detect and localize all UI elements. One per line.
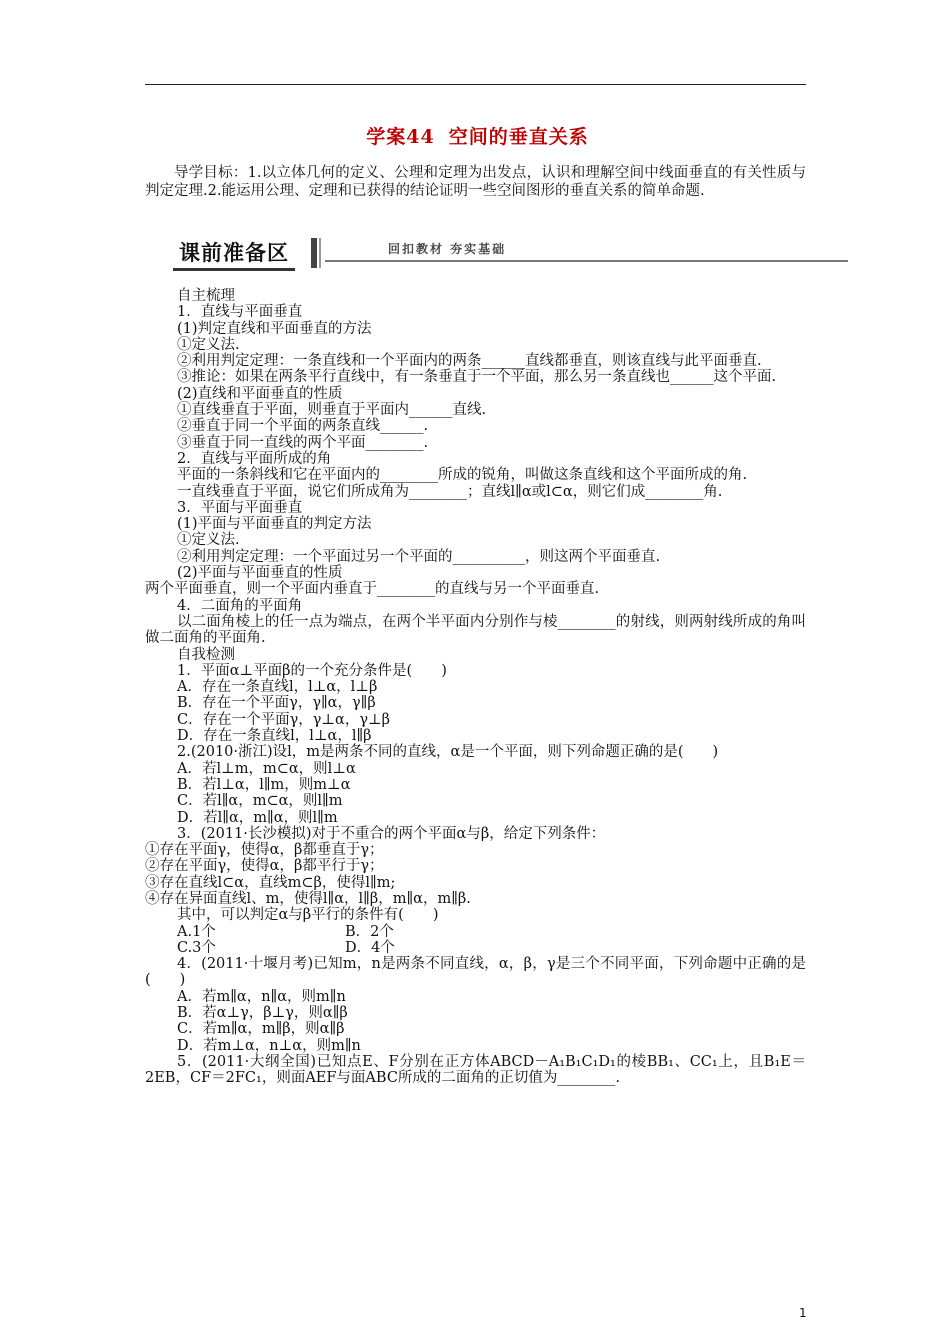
condition: ②存在平面γ，使得α，β都平行于γ； [145, 858, 384, 875]
option: C.3个 [177, 939, 216, 956]
subsection-heading: (2)平面与平面垂直的性质 [177, 565, 343, 582]
page-number: 1 [799, 1306, 807, 1320]
option: C．若l∥α，m⊂α，则l∥m [177, 793, 343, 810]
title-text: 空间的垂直关系 [448, 126, 589, 148]
option: B．存在一个平面γ，γ∥α，γ∥β [177, 695, 376, 712]
option: B．若α⊥γ，β⊥γ，则α∥β [177, 1005, 348, 1022]
section-heading: 3．平面与平面垂直 [177, 499, 303, 516]
text-paragraph: 平面的一条斜线和它在平面内的________所成的锐角，叫做这条直线和这个平面所成的角. [177, 467, 748, 484]
text-line: ①定义法. [177, 336, 240, 353]
text-paragraph: 一直线垂直于平面，说它们所成角为________；直线l∥α或l⊂α，则它们成________角. [177, 483, 723, 500]
option: A．若l⊥m，m⊂α，则l⊥α [177, 760, 356, 777]
text-paragraph: 以二面角棱上的任一点为端点，在两个半平面内分别作与棱________的射线，则两射线所成的角叫做二面角的平面角. [145, 613, 806, 647]
option: D．存在一条直线l，l⊥α，l∥β [177, 728, 372, 745]
question: 4．(2011·十堰月考)已知m，n是两条不同直线，α，β，γ是三个不同平面，下列命题中正确的是( ) [145, 956, 806, 989]
heading-self-check: 自我检测 [177, 646, 235, 663]
page-title [145, 122, 806, 149]
option-row [145, 924, 806, 940]
banner-bar [311, 238, 317, 268]
text-line: ②利用判定定理：一个平面过另一个平面的__________，则这两个平面垂直. [177, 548, 661, 565]
document-body [145, 288, 806, 1087]
section-banner-tag: 课前准备区 [173, 236, 295, 271]
option: A．存在一条直线l，l⊥α，l⊥β [177, 679, 378, 696]
heading-self-review: 自主梳理 [177, 288, 235, 304]
text-line: ②垂直于同一个平面的两条直线______. [177, 418, 429, 435]
text-paragraph: ②利用判定定理：一条直线和一个平面内的两条______直线都垂直，则该直线与此平面垂直. [177, 353, 762, 370]
option: B．若l⊥α，l∥m，则m⊥α [177, 776, 351, 793]
option: C．存在一个平面γ，γ⊥α，γ⊥β [177, 711, 391, 728]
question: 2.(2010·浙江)设l，m是两条不同的直线，α是一个平面，则下列命题正确的是( ) [177, 744, 719, 761]
section-heading: 4．二面角的平面角 [177, 597, 303, 614]
section-heading: 2．直线与平面所成的角 [177, 450, 332, 467]
learning-objectives: 导学目标：1.以立体几何的定义、公理和定理为出发点，认识和理解空间中线面垂直的有关性质与判定定理.2.能运用公理、定理和已获得的结论证明一些空间图形的垂直关系的简单命题. [145, 165, 806, 199]
text-line: 两个平面垂直，则一个平面内垂直于________的直线与另一个平面垂直. [145, 581, 600, 598]
banner-line [325, 260, 848, 262]
text-line: ①直线垂直于平面，则垂直于平面内______直线. [177, 402, 487, 419]
text-paragraph: ③推论：如果在两条平行直线中，有一条垂直于一个平面，那么另一条直线也______这个平面. [177, 369, 777, 386]
text-line: 其中，可以判定α与β平行的条件有( ) [177, 907, 439, 924]
option: D．若l∥α，m∥α，则l∥m [177, 809, 338, 826]
question: 3．(2011·长沙模拟)对于不重合的两个平面α与β，给定下列条件： [177, 825, 606, 842]
section-banner-subtitle: 回扣教材 夯实基础 [388, 242, 507, 256]
option: D．若m⊥α，n⊥α，则m∥n [177, 1037, 361, 1054]
question: 1．平面α⊥平面β的一个充分条件是( ) [177, 662, 447, 679]
text-line: ①定义法. [177, 532, 240, 549]
option: A.1个 [177, 923, 216, 940]
condition: ④存在异面直线l、m，使得l∥α，l∥β，m∥α，m∥β. [145, 890, 471, 907]
section-heading: 1．直线与平面垂直 [177, 304, 303, 321]
banner-bar-thin [319, 238, 321, 268]
text-line: ③垂直于同一直线的两个平面________. [177, 434, 429, 451]
option: C．若m∥α，m∥β，则α∥β [177, 1021, 345, 1038]
subsection-heading: (2)直线和平面垂直的性质 [177, 385, 343, 402]
subsection-heading: (1)判定直线和平面垂直的方法 [177, 320, 372, 337]
subsection-heading: (1)平面与平面垂直的判定方法 [177, 516, 372, 533]
option-row [145, 940, 806, 956]
condition: ③存在直线l⊂α，直线m⊂β，使得l∥m; [145, 874, 396, 891]
header-rule [145, 84, 806, 85]
option: A．若m∥α，n∥α，则m∥n [177, 988, 346, 1005]
section-banner [173, 236, 848, 272]
option: B．2个 [345, 923, 394, 940]
title-number: 学案44 [366, 126, 435, 148]
condition: ①存在平面γ，使得α，β都垂直于γ； [145, 842, 384, 859]
option: D．4个 [345, 939, 395, 956]
question: 5．(2011·大纲全国)已知点E、F分别在正方体ABCD－A₁B₁C₁D₁的棱BB₁、CC₁上，且B₁E＝2EB，CF＝2FC₁，则面AEF与面ABC所成的二面角的正切值为________. [145, 1053, 806, 1087]
